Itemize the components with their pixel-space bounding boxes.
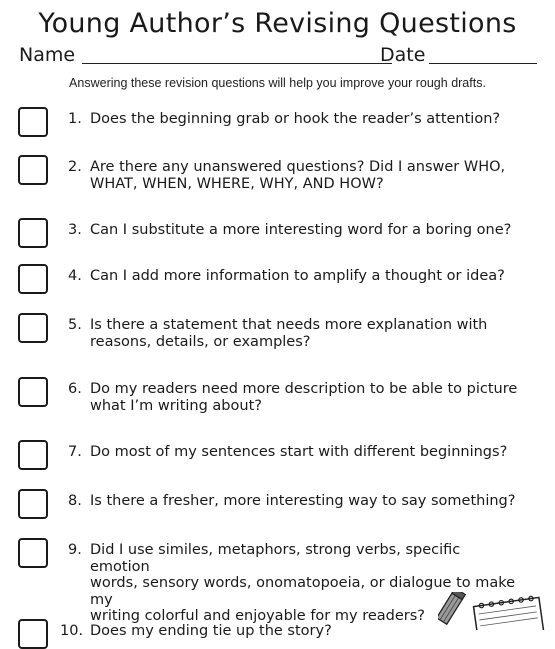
checkbox[interactable] <box>18 377 48 407</box>
question-text: Does the beginning grab or hook the reader’s attention? <box>90 111 501 127</box>
question-text: Are there any unanswered questions? Did I answer WHO, WHAT, WHEN, WHERE, WHY, AND HOW? <box>90 159 506 192</box>
checkbox[interactable] <box>18 619 48 649</box>
pencil-writing-on-notepad-icon <box>438 592 548 634</box>
checkbox[interactable] <box>18 313 48 343</box>
question-number: 9. <box>68 542 82 558</box>
checkbox[interactable] <box>18 489 48 519</box>
question-number: 1. <box>68 111 82 127</box>
question-number: 7. <box>68 444 82 460</box>
question-number: 4. <box>68 268 82 284</box>
question-text: Do my readers need more description to be able to picture what I’m writing about? <box>90 381 518 414</box>
question-number: 2. <box>68 159 82 175</box>
name-field[interactable] <box>82 63 392 64</box>
checkbox[interactable] <box>18 107 48 137</box>
checkbox[interactable] <box>18 155 48 185</box>
question-number: 6. <box>68 381 82 397</box>
question-text: Is there a fresher, more interesting way to say something? <box>90 493 516 509</box>
checkbox[interactable] <box>18 218 48 248</box>
checkbox[interactable] <box>18 440 48 470</box>
name-label: Name <box>19 44 76 66</box>
instructions: Answering these revision questions will help you improve your rough drafts. <box>69 76 486 90</box>
name-date-row <box>19 44 539 68</box>
question-text: Is there a statement that needs more explanation with reasons, details, or examples? <box>90 317 488 350</box>
question-number: 3. <box>68 222 82 238</box>
question-number: 5. <box>68 317 82 333</box>
question-text: Can I add more information to amplify a thought or idea? <box>90 268 505 284</box>
question-text: Did I use similes, metaphors, strong verbs, specific emotion words, sensory words, onomatopoeia, or dialogue to make my writing colorful and enjoyable for my readers? <box>90 542 516 624</box>
date-label: Date <box>380 44 426 66</box>
question-text: Do most of my sentences start with different beginnings? <box>90 444 508 460</box>
page-title: Young Author’s Revising Questions <box>38 8 517 39</box>
checkbox[interactable] <box>18 538 48 568</box>
question-number: 8. <box>68 493 82 509</box>
question-text: Can I substitute a more interesting word for a boring one? <box>90 222 512 238</box>
checkbox[interactable] <box>18 264 48 294</box>
question-text: Does my ending tie up the story? <box>90 623 332 639</box>
question-number: 10. <box>60 623 84 639</box>
date-field[interactable] <box>429 63 537 64</box>
